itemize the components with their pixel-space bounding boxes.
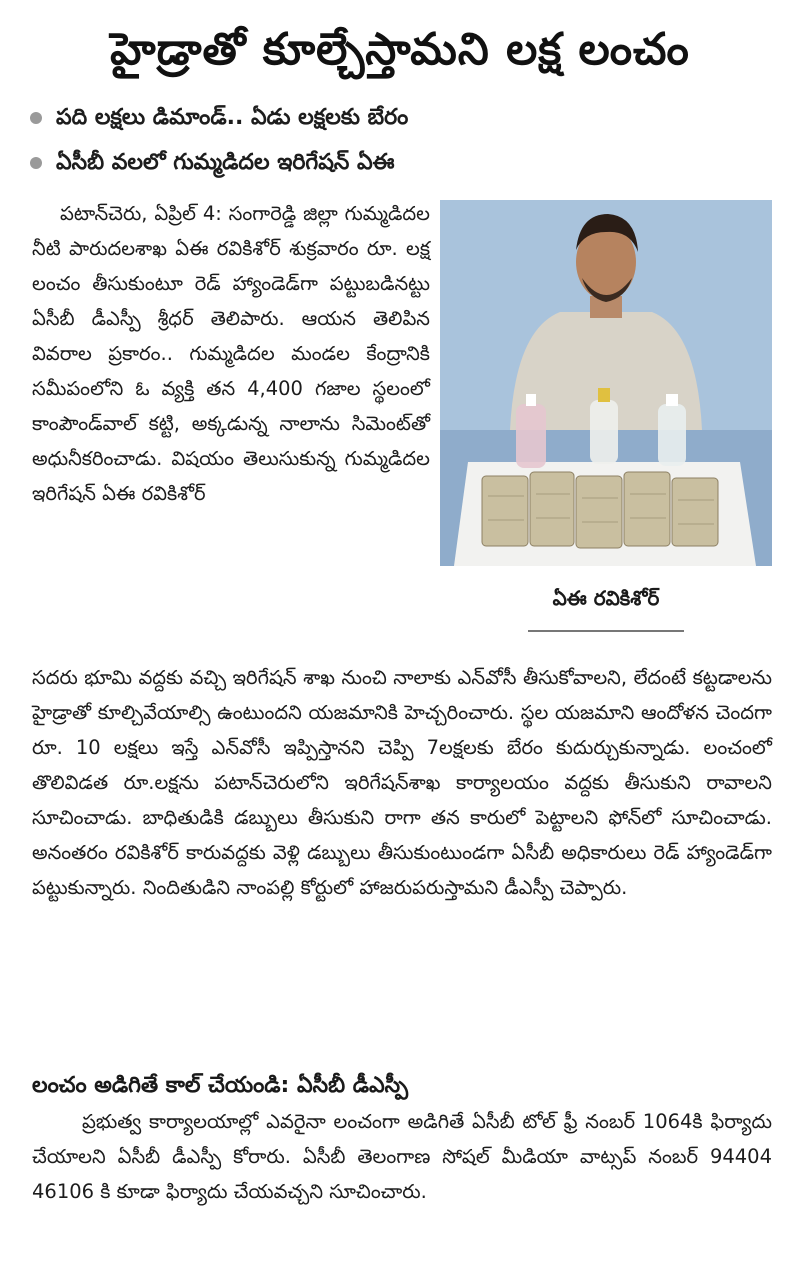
- headline: హైడ్రాతో కూల్చేస్తామని లక్ష లంచం: [110, 24, 690, 75]
- article-column-left: [32, 196, 430, 511]
- caption-divider: [528, 630, 684, 632]
- subhead-1-text: పది లక్షలు డిమాండ్.. ఏడు లక్షలకు బేరం: [56, 105, 409, 130]
- article-section-2: [32, 1104, 772, 1209]
- subhead-1: [30, 100, 408, 136]
- photo-illustration: [440, 200, 772, 566]
- article-paragraph-2: ప్రభుత్వ కార్యాలయాల్లో ఎవరైనా లంచంగా అడిగితే ఏసీబీ టోల్ ఫ్రీ నంబర్ 1064కి ఫిర్యాదు చేయాలని ఏసీబీ డీఎస్పీ కోరారు. ఏసీబీ తెలంగాణ సోషల్ మీడియా వాట్సప్ నంబర్ 94404 46106 కి కూడా ఫిర్యాదు చేయవచ్చని సూచించారు.: [32, 1110, 772, 1203]
- article-column-full: [32, 660, 772, 905]
- subhead-2: [30, 145, 395, 181]
- article-paragraph-1-continued: సదరు భూమి వద్దకు వచ్చి ఇరిగేషన్ శాఖ నుంచి నాలాకు ఎన్‌వోసీ తీసుకోవాలని, లేదంటే కట్టడాలను హైడ్రాతో కూల్చివేయాల్సి ఉంటుందని యజమానికి హెచ్చరించారు. స్థల యజమాని ఆందోళన చెందగా రూ. 10 లక్షలు ఇస్తే ఎన్‌వోసీ ఇప్పిస్తానని చెప్పి 7లక్షలకు బేరం కుదుర్చుకున్నాడు. లంచంలో తొలివిడత రూ.లక్షను పటాన్‌చెరులోని ఇరిగేషన్‌శాఖ కార్యాలయం వద్దకు తీసుకుని రావాలని సూచించాడు. బాధితుడికి డబ్బులు తీసుకుని రాగా తన కారులో పెట్టాలని ఫోన్‌లో సూచించాడు. అనంతరం రవికిశోర్ కారువద్దకు వెళ్లి డబ్బులు తీసుకుంటుండగా ఏసీబీ అధికారులు రెడ్ హ్యాండెడ్‌గా పట్టుకున్నారు. నిందితుడిని నాంపల్లి కోర్టులో హాజరుపరుస్తామని డీఎస్పీ చెప్పారు.: [32, 666, 772, 899]
- section-heading: లంచం అడిగితే కాల్ చేయండి: ఏసీబీ డీఎస్పీ: [32, 1073, 409, 1098]
- bullet-icon: [30, 112, 42, 124]
- subhead-2-text: ఏసీబీ వలలో గుమ్మడిదల ఇరిగేషన్ ఏఈ: [56, 150, 395, 175]
- bullet-icon: [30, 157, 42, 169]
- photo-caption: ఏఈ రవికిశోర్: [552, 586, 660, 610]
- news-photo: [440, 200, 772, 566]
- article-paragraph-1: పటాన్‌చెరు, ఏప్రిల్ 4: సంగారెడ్డి జిల్లా గుమ్మడిదల నీటి పారుదలశాఖ ఏఈ రవికిశోర్ శుక్రవారం రూ. లక్ష లంచం తీసుకుంటూ రెడ్ హ్యాండెడ్‌గా పట్టుబడినట్టు ఏసీబీ డీఎస్పీ శ్రీధర్ తెలిపారు. ఆయన తెలిపిన వివరాల ప్రకారం.. గుమ్మడిదల మండల కేంద్రానికి సమీపంలోని ఓ వ్యక్తి తన 4,400 గజాల స్థలంలో కాంపౌండ్‌వాల్ కట్టి, అక్కడున్న నాలాను సిమెంట్‌తో అధునీకరించాడు. విషయం తెలుసుకున్న గుమ్మడిదల ఇరిగేషన్ ఏఈ రవికిశోర్: [32, 202, 430, 505]
